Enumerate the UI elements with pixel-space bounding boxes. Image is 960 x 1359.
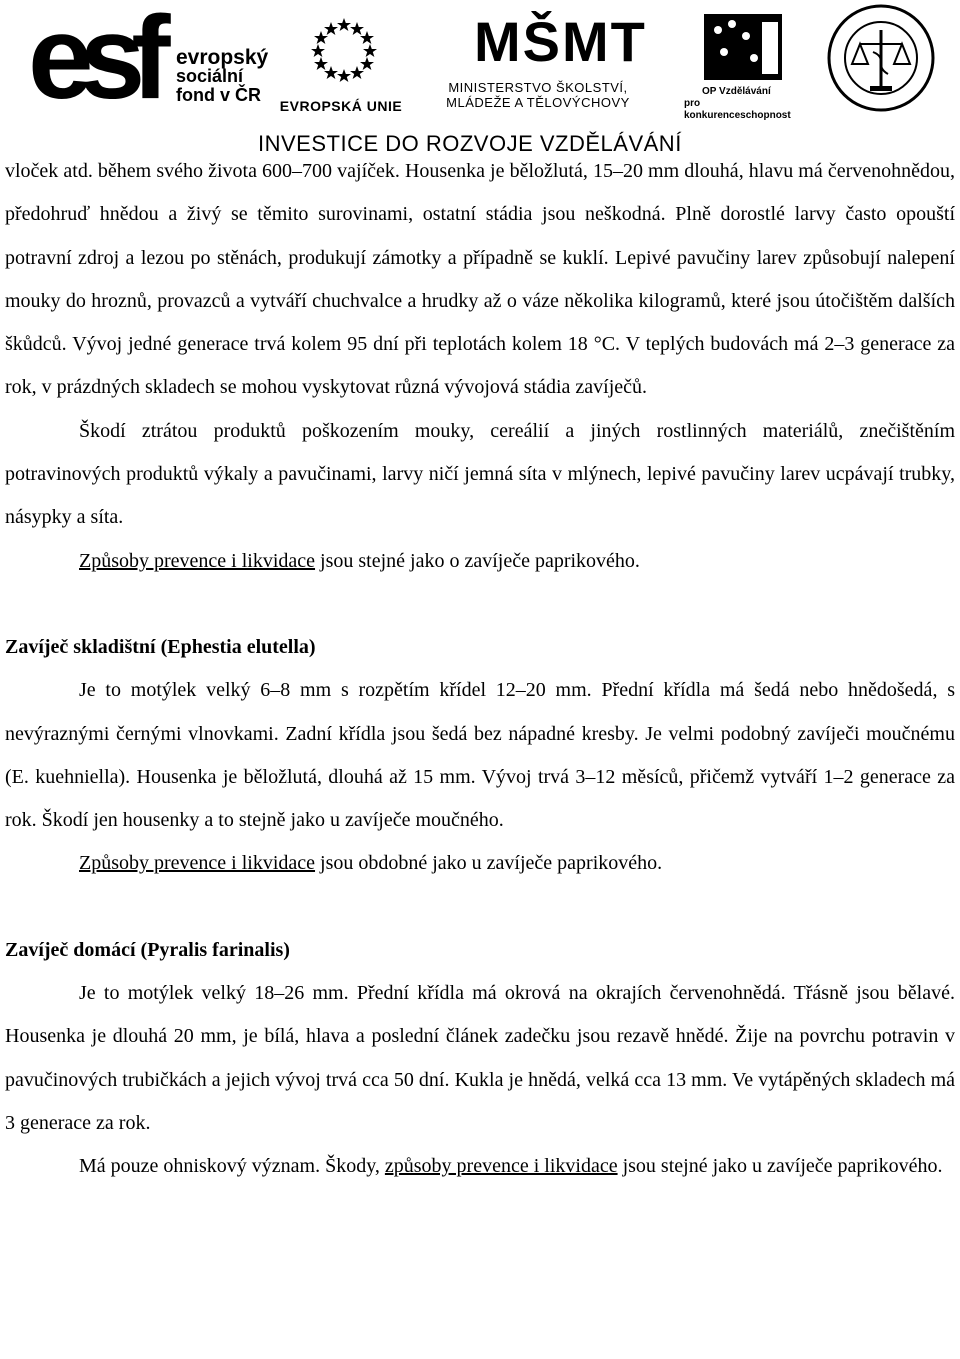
msmt-line-2: MLÁDEŽE A TĚLOVÝCHOVY [446,95,630,110]
section-gap [5,583,955,626]
msmt-text [416,80,660,110]
heading-ephestia-elutella: Zavíječ skladištní (Ephestia elutella) [5,635,316,658]
op-emblem-icon [702,12,784,82]
msmt-line-1: MINISTERSTVO ŠKOLSTVÍ, [448,80,628,95]
document-body [5,150,955,1189]
esf-mark: esf [28,0,157,124]
prevention-text-2: jsou obdobné jako u zavíječe paprikového. [315,852,663,875]
eu-stars-icon [308,14,380,86]
esf-line-1: evropský [176,46,269,69]
paragraph-prevention-1 [5,540,955,583]
prevention-link-2[interactable]: Způsoby prevence i likvidace [79,852,316,875]
op-line-2: pro konkurenceschopnost [684,98,791,121]
eu-logo [268,10,414,120]
esf-text [176,48,268,105]
heading-pyralis-farinalis: Zavíječ domácí (Pyralis farinalis) [5,938,290,961]
esf-line-2: sociální [176,66,244,86]
paragraph-prevention-3 [5,1145,955,1188]
significance-text: Má pouze ohniskový význam. Škody, [79,1155,385,1178]
header-logos [0,0,960,158]
paragraph-ephestia-description: Je to motýlek velký 6–8 mm s rozpětím křídel 12–20 mm. Přední křídla má šedá nebo hnědošedá, s nevýraznými černými vlnovkami. Zadní křídla jsou šedá bez nápadné kresby. Je velmi podobný zavíječi moučnému (E. kuehniella). Housenka je běložlutá, dlouhá až 15 mm. Vývoj trvá 3–12 měsíců, přičemž vytváří 1–2 generace za rok. Škodí jen housenky a to stejně jako u zavíječe moučného. [5,679,955,832]
esf-logo [28,0,269,124]
paragraph-damage: Škodí ztrátou produktů poškozením mouky, cereálií a jiných rostlinných materiálů, znečištěním potravinových produktů výkaly a pavučinami, larvy ničí jemná síta v mlýnech, lepivé pavučiny larev ucpávají trubky, násypky a síta. [5,419,955,529]
prevention-link-3[interactable]: způsoby prevence i likvidace [384,1155,618,1178]
esf-line-3: fond v ČR [176,85,261,105]
prevention-link-1[interactable]: Způsoby prevence i likvidace [79,549,316,572]
op-text [684,86,806,122]
op-vzdelavani-logo [684,12,804,121]
prevention-text-3: jsou stejné jako u zavíječe paprikového. [617,1155,943,1178]
paragraph-development: vloček atd. během svého života 600–700 vajíček. Housenka je běložlutá, 15–20 mm dlouhá, hlavu má červenohnědou, předohruď hnědou a živý se těmito surovinami, ostatní stádia jsou neškodná. Plně dorostlé larvy často opouští potravní zdroj a lezou po stěnách, produkují zámotky a případně se kuklí. Lepivé pavučiny larev způsobují nalepení mouky do hroznů, provazců a vytváří chuchvalce a hrudky až o váze několika kilogramů, které jsou útočištěm dalších škůdců. Vývoj jedné generace trvá kolem 95 dní při teplotách kolem 18 °C. V teplých budovách má 2–3 generace za rok, v prázdných skladech se mohou vyskytovat různá vývojová stádia zavíječů. [5,160,955,399]
paragraph-prevention-2 [5,842,955,885]
university-seal-icon [818,2,944,114]
msmt-mark: MŠMT [474,10,647,73]
investice-tagline: INVESTICE DO ROZVOJE VZDĚLÁVÁNÍ [258,131,682,156]
eu-label: EVROPSKÁ UNIE [279,98,403,114]
section-gap [5,886,955,929]
paragraph-pyralis-description: Je to motýlek velký 18–26 mm. Přední křídla má okrová na okrajích červenohnědá. Třásně jsou bělavé. Housenka je dlouhá 20 mm, je bílá, hlava a poslední článek zadečku jsou rezavě hnědé. Žije na povrchu potravin v pavučinových trubičkách a jejich vývoj trvá cca 50 dní. Kukla je hnědá, velká cca 13 mm. Ve vytápěných skladech má 3 generace za rok. [5,982,955,1134]
msmt-logo [410,4,660,116]
prevention-text-1: jsou stejné jako o zavíječe paprikového. [315,549,640,572]
op-line-1: OP Vzdělávání [702,86,771,97]
